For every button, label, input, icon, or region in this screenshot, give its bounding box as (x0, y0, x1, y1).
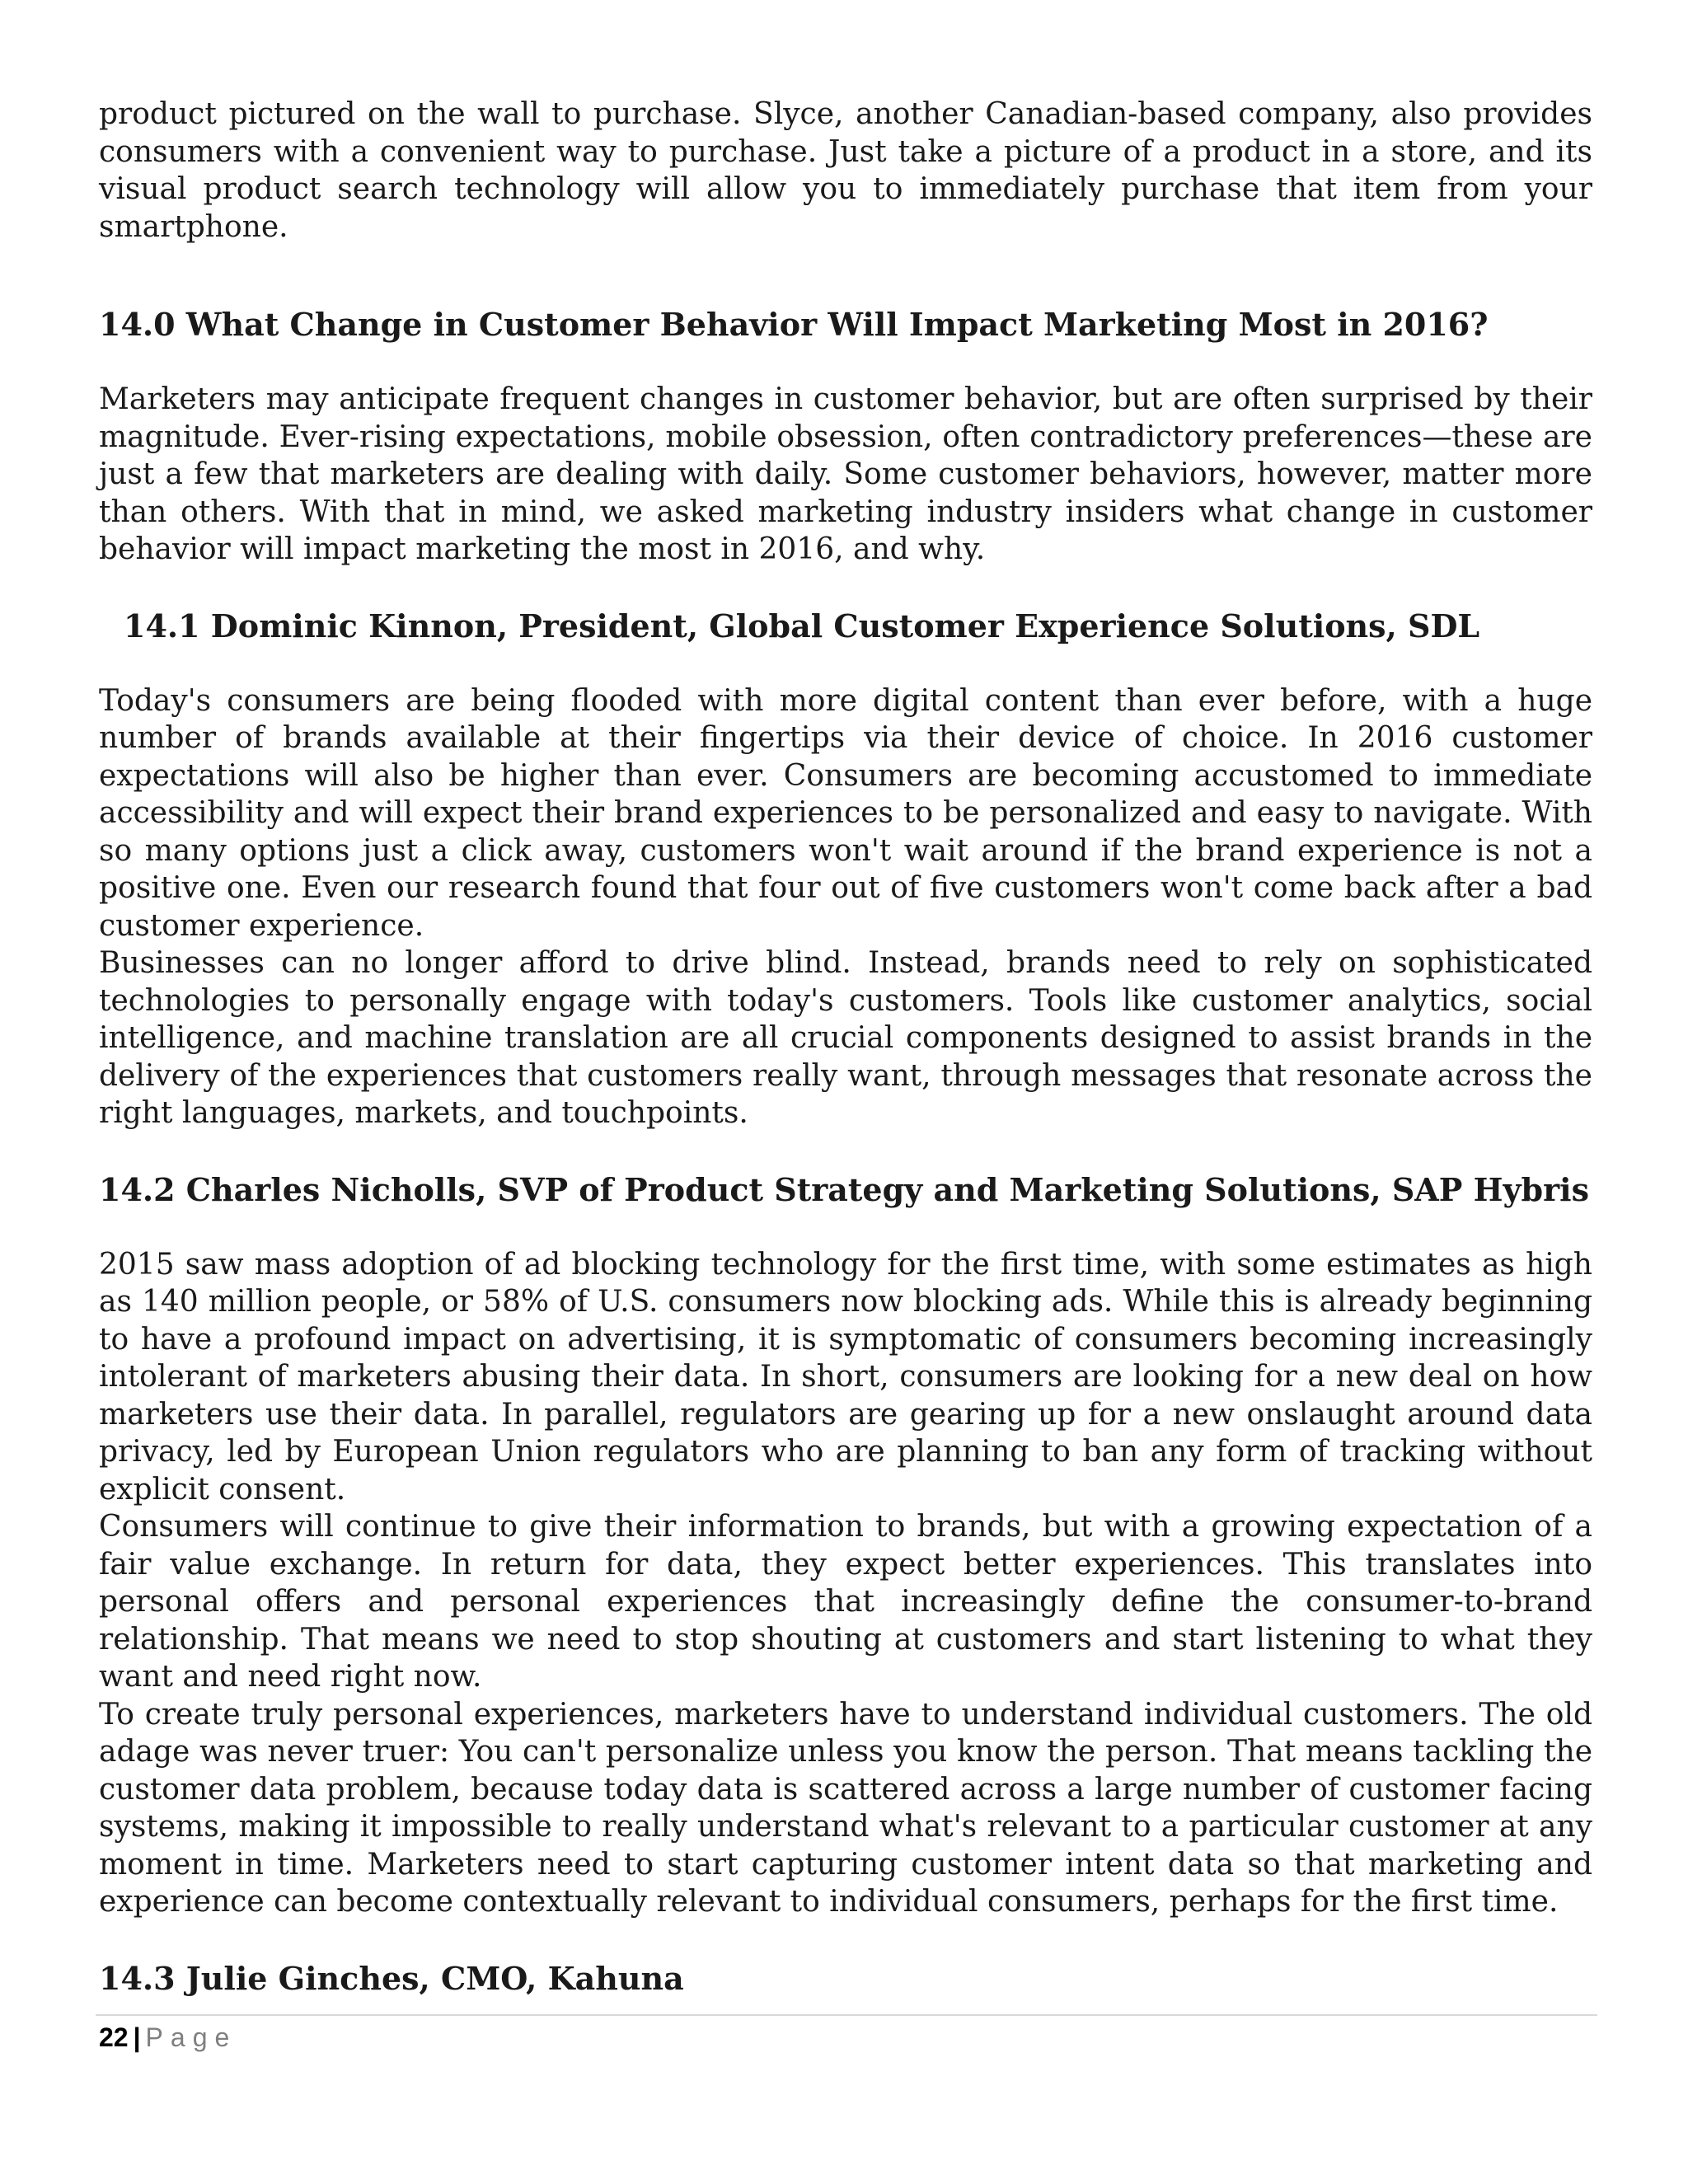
page-content (99, 96, 1592, 2035)
section-14-1-paragraph-1: Today's consumers are being flooded with more digital content than ever before, with a huge number of brands available at their fingertips via their device of choice. In 2016 customer expectations will also be higher than ever. Consumers are becoming accustomed to immediate accessibility and will expect their brand experiences to be personalized and easy to navigate. With so many options just a click away, customers won't wait around if the brand experience is not a positive one. Even our research found that four out of five customers won't come back after a bad customer experience. (99, 683, 1592, 943)
section-14-1-paragraph-2: Businesses can no longer afford to drive blind. Instead, brands need to rely on sophisticated technologies to personally engage with today's customers. Tools like customer analytics, social intelligence, and machine translation are all crucial components designed to assist brands in the delivery of the experiences that customers really want, through messages that resonate across the right languages, markets, and touchpoints. (99, 946, 1592, 1130)
section-14-2-paragraph-1: 2015 saw mass adoption of ad blocking technology for the first time, with some estimates as high as 140 million people, or 58% of U.S. consumers now blocking ads. While this is already beginning to have a profound impact on advertising, it is symptomatic of consumers becoming increasingly intolerant of marketers abusing their data. In short, consumers are looking for a new deal on how marketers use their data. In parallel, regulators are gearing up for a new onslaught around data privacy, led by European Union regulators who are planning to ban any form of tracking without explicit consent. (99, 1247, 1592, 1507)
section-heading-14-0: 14.0 What Change in Customer Behavior Will Impact Marketing Most in 2016? (99, 306, 1489, 343)
section-14-2-paragraph-2: Consumers will continue to give their information to brands, but with a growing expectation of a fair value exchange. In return for data, they expect better experiences. This translates into personal offers and personal experiences that increasingly define the consumer-to-brand relationship. That means we need to stop shouting at customers and start listening to what they want and need right now. (99, 1510, 1592, 1694)
page-number: 22 (99, 2022, 129, 2052)
section-14-0-paragraph: Marketers may anticipate frequent changes in customer behavior, but are often surprised by their magnitude. Ever-rising expectations, mobile obsession, often contradictory preferences—these are just a few that marketers are dealing with daily. Some customer behaviors, however, matter more than others. With that in mind, we asked marketing industry insiders what change in customer behavior will impact marketing the most in 2016, and why. (99, 382, 1592, 566)
section-heading-14-3: 14.3 Julie Ginches, CMO, Kahuna (99, 1959, 684, 1997)
section-spacer (99, 246, 1592, 305)
section-heading-14-2: 14.2 Charles Nicholls, SVP of Product Strategy and Marketing Solutions, SAP Hybris (99, 1170, 1589, 1208)
footer-divider (96, 2014, 1597, 2016)
page-footer (99, 2019, 237, 2055)
section-14-2-paragraph-3: To create truly personal experiences, marketers have to understand individual customers. The old adage was never truer: You can't personalize unless you know the person. That means tackling the customer data problem, because today data is scattered across a large number of customer facing systems, making it impossible to really understand what's relevant to a particular customer at any moment in time. Marketers need to start capturing customer intent data so that marketing and experience can become contextually relevant to individual consumers, perhaps for the first time. (99, 1697, 1592, 1919)
footer-separator: | (133, 2022, 141, 2052)
page-label: Page (145, 2022, 237, 2052)
intro-paragraph: product pictured on the wall to purchase. Slyce, another Canadian-based company, also provides consumers with a convenient way to purchase. Just take a picture of a product in a store, and its visual product search technology will allow you to immediately purchase that item from your smartphone. (99, 97, 1592, 244)
section-heading-14-1: 14.1 Dominic Kinnon, President, Global Customer Experience Solutions, SDL (124, 607, 1480, 644)
